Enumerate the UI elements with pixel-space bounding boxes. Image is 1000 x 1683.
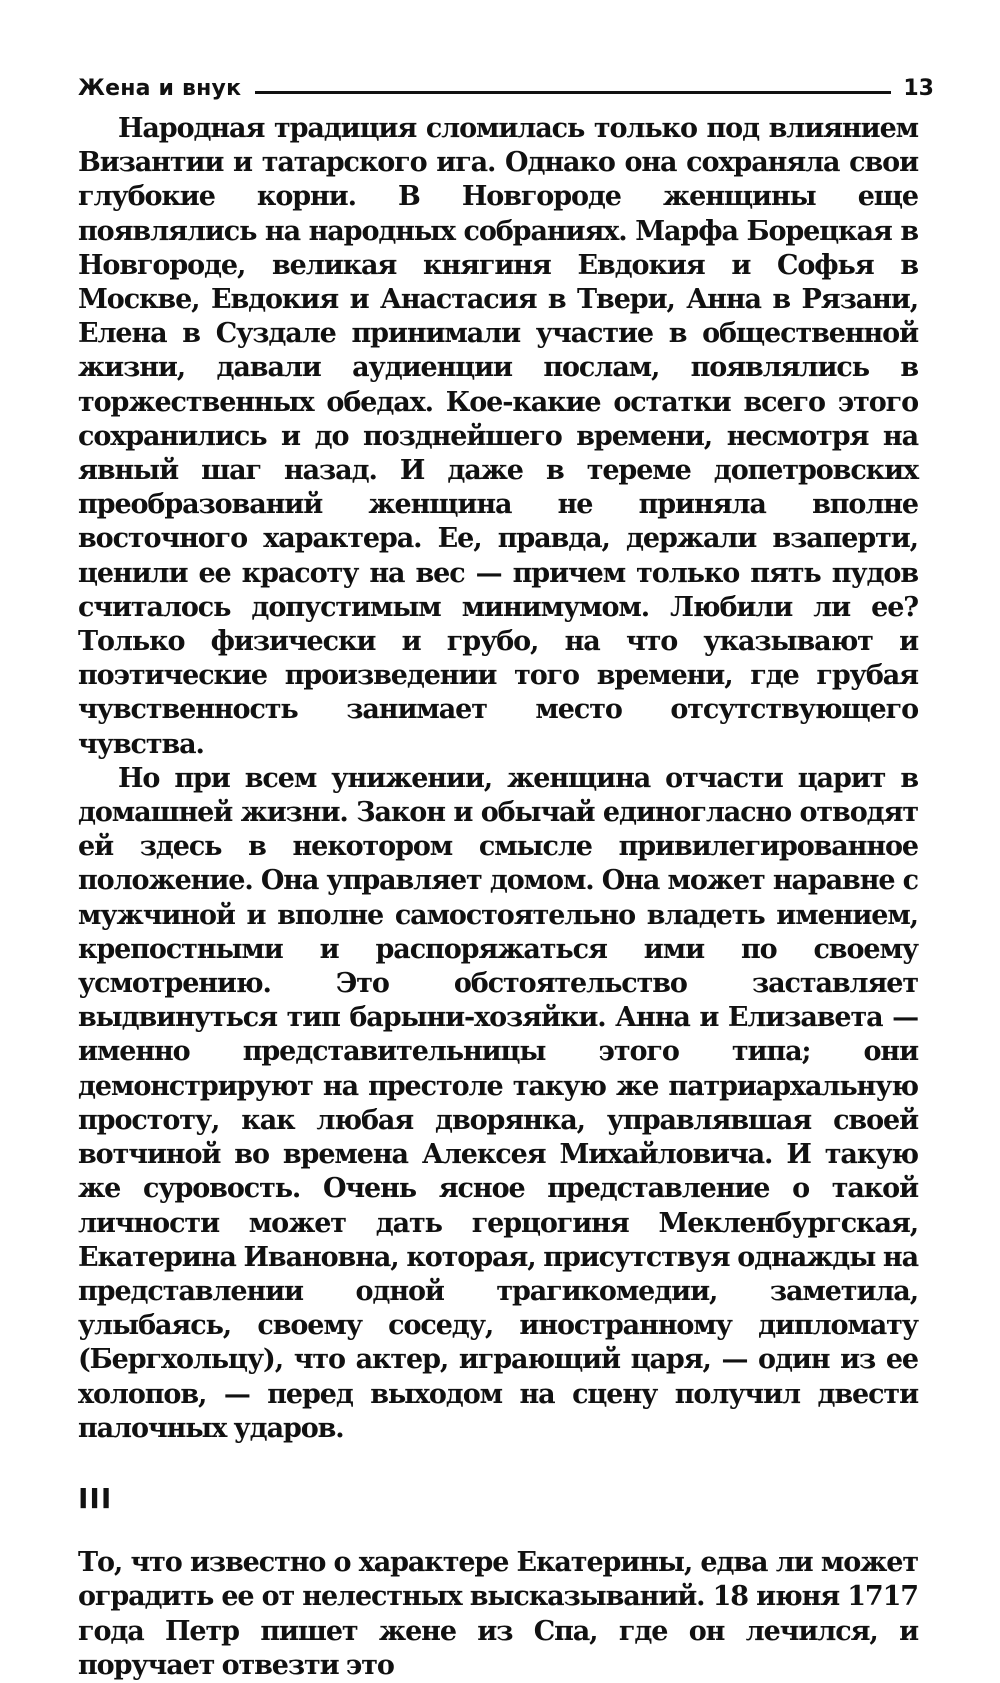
page-number: 13 — [903, 75, 934, 101]
running-header — [78, 70, 934, 106]
paragraph-1: Народная традиция сломилась только под влиянием Византии и татарского ига. Однако она сохраняла свои глубокие корни. В Новгороде женщины еще появлялись на народных собраниях. Марфа Борецкая в Новгороде, великая княгиня Евдокия и Софья в Москве, Евдокия и Анастасия в Твери, Анна в Рязани, Елена в Суздале принимали участие в общественной жизни, давали аудиенции послам, появлялись в торжественных обедах. Кое-какие остатки всего этого сохранились и до позднейшего времени, несмотря на явный шаг назад. И даже в тереме допетровских преобразований женщина не приняла вполне восточного характера. Ее, правда, держали взаперти, ценили ее красоту на вес — причем только пять пудов считалось допустимым минимумом. Любили ли ее? Только физически и грубо, на что указывают и поэтические произведении того времени, где грубая чувственность занимает место отсутствующего чувства. — [78, 113, 918, 760]
section-number: III — [78, 1481, 113, 1515]
paragraph-3: То, что известно о характере Екатерины, едва ли может оградить ее от нелестных высказываний. 18 июня 1717 года Петр пишет жене из Спа, где он лечился, и поручает отвезти это — [78, 1547, 918, 1681]
header-rule — [255, 91, 891, 94]
paragraph-2: Но при всем унижении, женщина отчасти царит в домашней жизни. Закон и обычай единогласно отводят ей здесь в некотором смысле привилегированное положение. Она управляет домом. Она может наравне с мужчиной и вполне самостоятельно владеть имением, крепостными и распоряжаться ими по своему усмотрению. Это обстоятельство заставляет выдвинуться тип барыни-хозяйки. Анна и Елизавета — именно представительницы этого типа; они демонстрируют на престоле такую же патриархальную простоту, как любая дворянка, управлявшая своей вотчиной во времена Алексея Михайловича. И такую же суровость. Очень ясное представление о такой личности может дать герцогиня Мекленбургская, Екатерина Ивановна, которая, присутствуя однажды на представлении одной трагикомедии, заметила, улыбаясь, своему соседу, иностранному дипломату (Бергхольцу), что актер, играющий царя, — один из ее холопов, — перед выходом на сцену получил двести палочных ударов. — [78, 762, 918, 1444]
body-text — [78, 112, 918, 1683]
chapter-title: Жена и внук — [78, 75, 242, 101]
